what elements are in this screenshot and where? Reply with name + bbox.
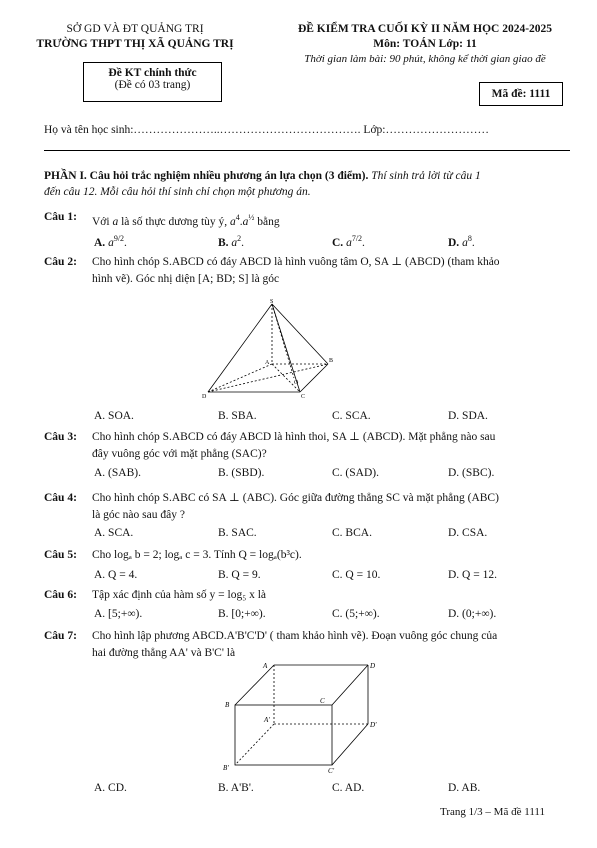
label-d: D	[370, 662, 376, 670]
part1-instruction: Thí sinh trả lời từ câu 1	[368, 170, 481, 182]
option-b[interactable]: B. [0;+∞).	[218, 608, 266, 620]
options-q3	[94, 467, 564, 483]
option-b[interactable]: B. (SBD).	[218, 467, 265, 479]
exam-title: ĐỀ KIỂM TRA CUỐI KỲ II NĂM HỌC 2024-2025	[297, 23, 553, 35]
question-label: Câu 4:	[44, 492, 77, 504]
question-label: Câu 1:	[44, 211, 77, 223]
label-a: A	[263, 662, 268, 670]
options-q7	[94, 782, 564, 798]
option-a[interactable]: A. SCA.	[94, 527, 134, 539]
option-b[interactable]: B. A'B'.	[218, 782, 254, 794]
label-b: B	[329, 358, 334, 364]
question-text: Cho hình chóp S.ABC có SA ⊥ (ABC). Góc giữa đường thẳng SC và mặt phẳng (ABC)	[92, 492, 499, 504]
question-3	[44, 429, 564, 463]
official-box	[83, 62, 222, 102]
cube-figure	[220, 660, 385, 775]
option-b[interactable]: B. $a^2$.	[218, 234, 245, 249]
part1-heading	[44, 168, 566, 200]
option-c[interactable]: C. Q = 10.	[332, 569, 381, 581]
exam-time: Thời gian làm bài: 90 phút, không kể thời gian giao đề	[304, 53, 546, 65]
question-4	[44, 490, 564, 524]
option-b[interactable]: B. Q = 9.	[218, 569, 261, 581]
option-c[interactable]: C. SCA.	[332, 410, 371, 422]
exam-code: Mã đề: 1111	[479, 82, 563, 106]
label-d-prime: D'	[370, 721, 377, 729]
part1-instruction-2: đến câu 12. Mỗi câu hỏi thí sinh chỉ chọn một phương án.	[44, 186, 311, 198]
question-1	[44, 209, 564, 231]
option-c[interactable]: C. (SAD).	[332, 467, 379, 479]
page-count: (Đề có 03 trang)	[114, 79, 191, 91]
official-label: Đề KT chính thức	[108, 67, 197, 79]
option-c[interactable]: C. BCA.	[332, 527, 372, 539]
question-text-2: đây vuông góc với mặt phẳng (SAC)?	[92, 448, 267, 460]
option-c[interactable]: C. $a^{7/2}$.	[332, 234, 365, 249]
label-c: C	[320, 697, 325, 705]
question-text-2: hai đường thẳng AA' và B'C' là	[92, 647, 236, 659]
option-a[interactable]: A. CD.	[94, 782, 127, 794]
question-text: Tập xác định của hàm số y = log₅ x là	[92, 589, 267, 601]
question-text-2: là góc nào sau đây ?	[92, 509, 185, 521]
option-d[interactable]: D. AB.	[448, 782, 481, 794]
question-label: Câu 6:	[44, 589, 77, 601]
options-q4	[94, 527, 564, 543]
option-b[interactable]: B. SBA.	[218, 410, 257, 422]
question-7	[44, 628, 564, 662]
question-label: Câu 5:	[44, 549, 77, 561]
option-d[interactable]: D. CSA.	[448, 527, 488, 539]
question-label: Câu 7:	[44, 630, 77, 642]
options-q6	[94, 608, 564, 624]
question-text: Cho hình lập phương ABCD.A'B'C'D' ( tham khảo hình vẽ). Đoạn vuông góc chung của	[92, 630, 498, 642]
option-d[interactable]: D. Q = 12.	[448, 569, 497, 581]
option-a[interactable]: A. [5;+∞).	[94, 608, 143, 620]
question-6	[44, 587, 564, 604]
option-c[interactable]: C. (5;+∞).	[332, 608, 380, 620]
option-b[interactable]: B. SAC.	[218, 527, 257, 539]
question-text: Với a là số thực dương tùy ý, $a^4.a^{\frac{1}{2}}$ bằng	[92, 213, 280, 228]
option-d[interactable]: D. SDA.	[448, 410, 488, 422]
label-d: D	[202, 394, 207, 400]
option-a[interactable]: A. SOA.	[94, 410, 134, 422]
question-label: Câu 2:	[44, 256, 77, 268]
option-c[interactable]: C. AD.	[332, 782, 365, 794]
page-footer: Trang 1/3 – Mã đề 1111	[440, 806, 546, 818]
options-q2	[94, 410, 564, 426]
question-text: Cho logₐ b = 2; logₐ c = 3. Tính Q = logₐ(b³c).	[92, 549, 302, 561]
options-q1	[94, 234, 564, 250]
question-text: Cho hình chóp S.ABCD có đáy ABCD là hình vuông tâm O, SA ⊥ (ABCD) (tham khảo	[92, 256, 500, 268]
question-text: Cho hình chóp S.ABCD có đáy ABCD là hình thoi, SA ⊥ (ABCD). Mặt phẳng nào sau	[92, 431, 496, 443]
option-a[interactable]: A. (SAB).	[94, 467, 141, 479]
option-d[interactable]: D. $a^8$.	[448, 234, 475, 249]
student-info-line: Họ và tên học sinh:…………………..………………………………. Lớp:………………………	[44, 124, 489, 136]
exam-subject: Môn: TOÁN Lớp: 11	[373, 38, 477, 50]
label-a: A	[265, 360, 270, 366]
label-o: O	[294, 380, 299, 386]
label-a-prime: A'	[264, 716, 270, 724]
option-a[interactable]: A. $a^{9/2}$.	[94, 234, 127, 249]
option-d[interactable]: D. (SBC).	[448, 467, 495, 479]
dept-name: SỞ GD VÀ ĐT QUẢNG TRỊ	[66, 23, 204, 35]
part1-title: PHẦN I. Câu hỏi trắc nghiệm nhiều phương án lựa chọn (3 điểm).	[44, 170, 369, 182]
question-5	[44, 547, 564, 564]
option-d[interactable]: D. (0;+∞).	[448, 608, 497, 620]
question-text-2: hình vẽ). Góc nhị diện [A; BD; S] là góc	[92, 273, 280, 285]
option-a[interactable]: A. Q = 4.	[94, 569, 138, 581]
label-b: B	[225, 701, 230, 709]
question-label: Câu 3:	[44, 431, 77, 443]
options-q5	[94, 569, 564, 585]
label-s: S	[270, 299, 274, 305]
school-name: TRƯỜNG THPT THỊ XÃ QUẢNG TRỊ	[36, 38, 234, 50]
label-c-prime: C'	[328, 767, 335, 775]
pyramid-figure	[200, 296, 340, 402]
header-divider	[44, 150, 570, 151]
question-2	[44, 254, 564, 288]
label-c: C	[301, 394, 306, 400]
label-b-prime: B'	[223, 764, 229, 772]
